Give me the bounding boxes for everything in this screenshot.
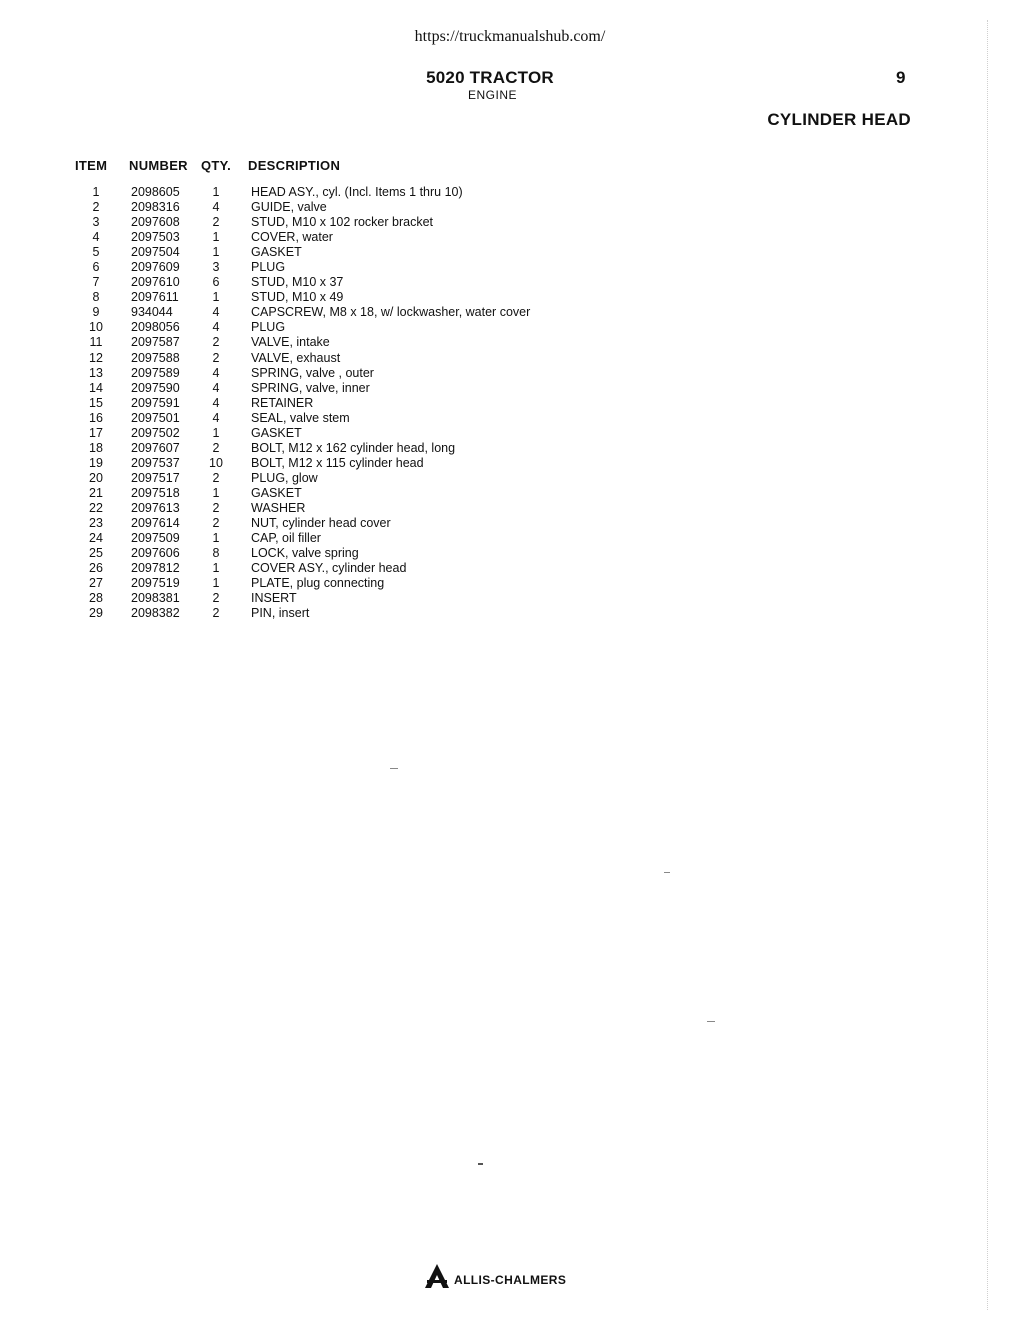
part-description: SEAL, valve stem (251, 410, 350, 425)
column-header-qty: QTY. (201, 158, 232, 173)
scan-speck (478, 1163, 483, 1165)
part-quantity: 4 (212, 365, 220, 380)
part-quantity: 2 (212, 335, 220, 350)
part-item-number: 17 (89, 425, 103, 440)
part-number: 2097607 (131, 440, 180, 455)
part-quantity: 1 (212, 561, 220, 576)
part-description: COVER ASY., cylinder head (251, 561, 407, 576)
part-item-number: 7 (92, 275, 100, 290)
part-quantity: 1 (212, 230, 220, 245)
part-item-number: 6 (92, 260, 100, 275)
part-description: PLUG (251, 320, 286, 335)
part-item-number: 28 (89, 591, 103, 606)
part-description: PLUG, glow (251, 470, 318, 485)
part-quantity: 4 (212, 320, 220, 335)
parts-row (0, 335, 1020, 350)
part-item-number: 9 (92, 305, 100, 320)
part-item-number: 18 (89, 440, 103, 455)
part-quantity: 4 (212, 200, 220, 215)
part-description: LOCK, valve spring (251, 546, 359, 561)
parts-row (0, 501, 1020, 516)
part-description: COVER, water (251, 230, 333, 245)
part-item-number: 24 (89, 531, 103, 546)
page-number: 9 (896, 68, 906, 87)
part-quantity: 4 (212, 410, 220, 425)
parts-row (0, 456, 1020, 471)
part-description: STUD, M10 x 49 (251, 290, 344, 305)
part-quantity: 2 (212, 470, 220, 485)
section-heading: CYLINDER HEAD (767, 110, 911, 129)
part-description: PIN, insert (251, 606, 310, 621)
part-number: 2097611 (131, 290, 179, 305)
part-quantity: 10 (209, 455, 223, 470)
part-number: 2097588 (131, 350, 180, 365)
part-description: BOLT, M12 x 115 cylinder head (251, 455, 424, 470)
part-item-number: 29 (89, 606, 103, 621)
part-number: 2097812 (131, 561, 180, 576)
parts-row (0, 546, 1020, 561)
part-number: 2098056 (131, 320, 180, 335)
part-item-number: 20 (89, 470, 103, 485)
part-description: CAPSCREW, M8 x 18, w/ lockwasher, water cover (251, 305, 531, 320)
parts-row (0, 320, 1020, 335)
part-item-number: 2 (92, 200, 100, 215)
part-description: GUIDE, valve (251, 200, 327, 215)
part-item-number: 13 (89, 365, 103, 380)
part-quantity: 1 (212, 245, 220, 260)
parts-row (0, 245, 1020, 260)
parts-row (0, 471, 1020, 486)
part-item-number: 5 (92, 245, 100, 260)
part-item-number: 27 (89, 576, 103, 591)
parts-row (0, 305, 1020, 320)
part-quantity: 4 (212, 305, 220, 320)
part-description: INSERT (251, 591, 297, 606)
part-quantity: 2 (212, 591, 220, 606)
parts-row (0, 381, 1020, 396)
part-number: 2097537 (131, 455, 180, 470)
part-quantity: 2 (212, 440, 220, 455)
part-item-number: 25 (89, 546, 103, 561)
parts-row (0, 591, 1020, 606)
part-quantity: 1 (212, 485, 220, 500)
part-number: 2097589 (131, 365, 180, 380)
parts-row (0, 486, 1020, 501)
part-number: 2097614 (131, 516, 180, 531)
part-quantity: 2 (212, 606, 220, 621)
part-number: 2097610 (131, 275, 180, 290)
part-item-number: 23 (89, 516, 103, 531)
part-item-number: 22 (89, 500, 103, 515)
part-number: 2097509 (131, 531, 180, 546)
part-number: 2097613 (131, 500, 180, 515)
parts-row (0, 531, 1020, 546)
part-item-number: 14 (89, 380, 103, 395)
parts-row (0, 351, 1020, 366)
parts-row (0, 561, 1020, 576)
parts-row (0, 275, 1020, 290)
part-quantity: 3 (212, 260, 220, 275)
part-number: 2097609 (131, 260, 180, 275)
part-description: PLATE, plug connecting (251, 576, 385, 591)
parts-row (0, 396, 1020, 411)
part-item-number: 1 (92, 185, 100, 199)
column-header-item: ITEM (75, 158, 108, 173)
part-number: 2097501 (131, 410, 180, 425)
part-number: 2098381 (131, 591, 180, 606)
part-quantity: 1 (212, 290, 220, 305)
part-item-number: 10 (89, 320, 103, 335)
part-number: 2097591 (131, 395, 180, 410)
parts-row (0, 260, 1020, 275)
part-quantity: 1 (212, 531, 220, 546)
parts-row (0, 606, 1020, 621)
part-description: VALVE, exhaust (251, 350, 341, 365)
scan-speck (390, 768, 398, 769)
part-quantity: 2 (212, 350, 220, 365)
part-item-number: 4 (92, 230, 100, 245)
part-number: 934044 (131, 305, 173, 320)
allis-chalmers-logo-icon (424, 1263, 450, 1289)
part-description: SPRING, valve , outer (251, 365, 374, 380)
part-description: RETAINER (251, 395, 314, 410)
part-quantity: 6 (212, 275, 220, 290)
part-number: 2097587 (131, 335, 180, 350)
part-number: 2097504 (131, 245, 180, 260)
scan-speck (707, 1021, 715, 1022)
part-item-number: 16 (89, 410, 103, 425)
scan-speck (664, 872, 670, 873)
part-number: 2098605 (131, 185, 180, 199)
part-description: NUT, cylinder head cover (251, 516, 391, 531)
part-quantity: 2 (212, 516, 220, 531)
source-url: https://truckmanualshub.com/ (414, 28, 606, 45)
part-description: GASKET (251, 245, 302, 260)
part-number: 2097518 (131, 485, 180, 500)
part-description: VALVE, intake (251, 335, 330, 350)
page-title: 5020 TRACTOR (426, 68, 554, 87)
part-description: SPRING, valve, inner (251, 380, 370, 395)
part-number: 2097608 (131, 215, 180, 230)
allis-chalmers-logo (424, 1262, 566, 1290)
parts-row (0, 290, 1020, 305)
part-quantity: 2 (212, 500, 220, 515)
part-description: PLUG (251, 260, 286, 275)
part-item-number: 3 (92, 215, 100, 230)
part-quantity: 4 (212, 380, 220, 395)
parts-row (0, 230, 1020, 245)
part-number: 2097517 (131, 470, 180, 485)
part-item-number: 19 (89, 455, 103, 470)
parts-row (0, 185, 1020, 200)
part-description: BOLT, M12 x 162 cylinder head, long (251, 440, 456, 455)
part-item-number: 21 (89, 485, 103, 500)
part-description: GASKET (251, 425, 302, 440)
part-item-number: 15 (89, 395, 103, 410)
parts-row (0, 576, 1020, 591)
part-description: HEAD ASY., cyl. (Incl. Items 1 thru 10) (251, 185, 463, 199)
part-number: 2097502 (131, 425, 180, 440)
parts-row (0, 200, 1020, 215)
part-item-number: 8 (92, 290, 100, 305)
parts-row (0, 441, 1020, 456)
column-header-number: NUMBER (129, 158, 188, 173)
part-number: 2097519 (131, 576, 180, 591)
parts-row (0, 426, 1020, 441)
parts-row (0, 366, 1020, 381)
part-description: STUD, M10 x 102 rocker bracket (251, 215, 434, 230)
parts-row (0, 516, 1020, 531)
logo-text: ALLIS-CHALMERS (454, 1273, 567, 1287)
part-description: WASHER (251, 500, 306, 515)
part-description: GASKET (251, 485, 302, 500)
part-number: 2097503 (131, 230, 180, 245)
parts-row (0, 215, 1020, 230)
part-number: 2098316 (131, 200, 180, 215)
part-quantity: 2 (212, 215, 220, 230)
part-quantity: 8 (212, 546, 220, 561)
part-description: CAP, oil filler (251, 531, 321, 546)
part-quantity: 1 (212, 185, 220, 199)
parts-list (0, 185, 1020, 621)
part-item-number: 11 (89, 335, 103, 350)
part-number: 2098382 (131, 606, 180, 621)
part-quantity: 1 (212, 425, 220, 440)
part-item-number: 26 (89, 561, 103, 576)
part-number: 2097590 (131, 380, 180, 395)
page-subtitle: ENGINE (467, 88, 517, 102)
column-header-description: DESCRIPTION (248, 158, 341, 173)
page-edge-rule (987, 20, 988, 1310)
parts-row (0, 411, 1020, 426)
part-item-number: 12 (89, 350, 103, 365)
part-description: STUD, M10 x 37 (251, 275, 344, 290)
part-number: 2097606 (131, 546, 180, 561)
part-quantity: 4 (212, 395, 220, 410)
part-quantity: 1 (212, 576, 220, 591)
